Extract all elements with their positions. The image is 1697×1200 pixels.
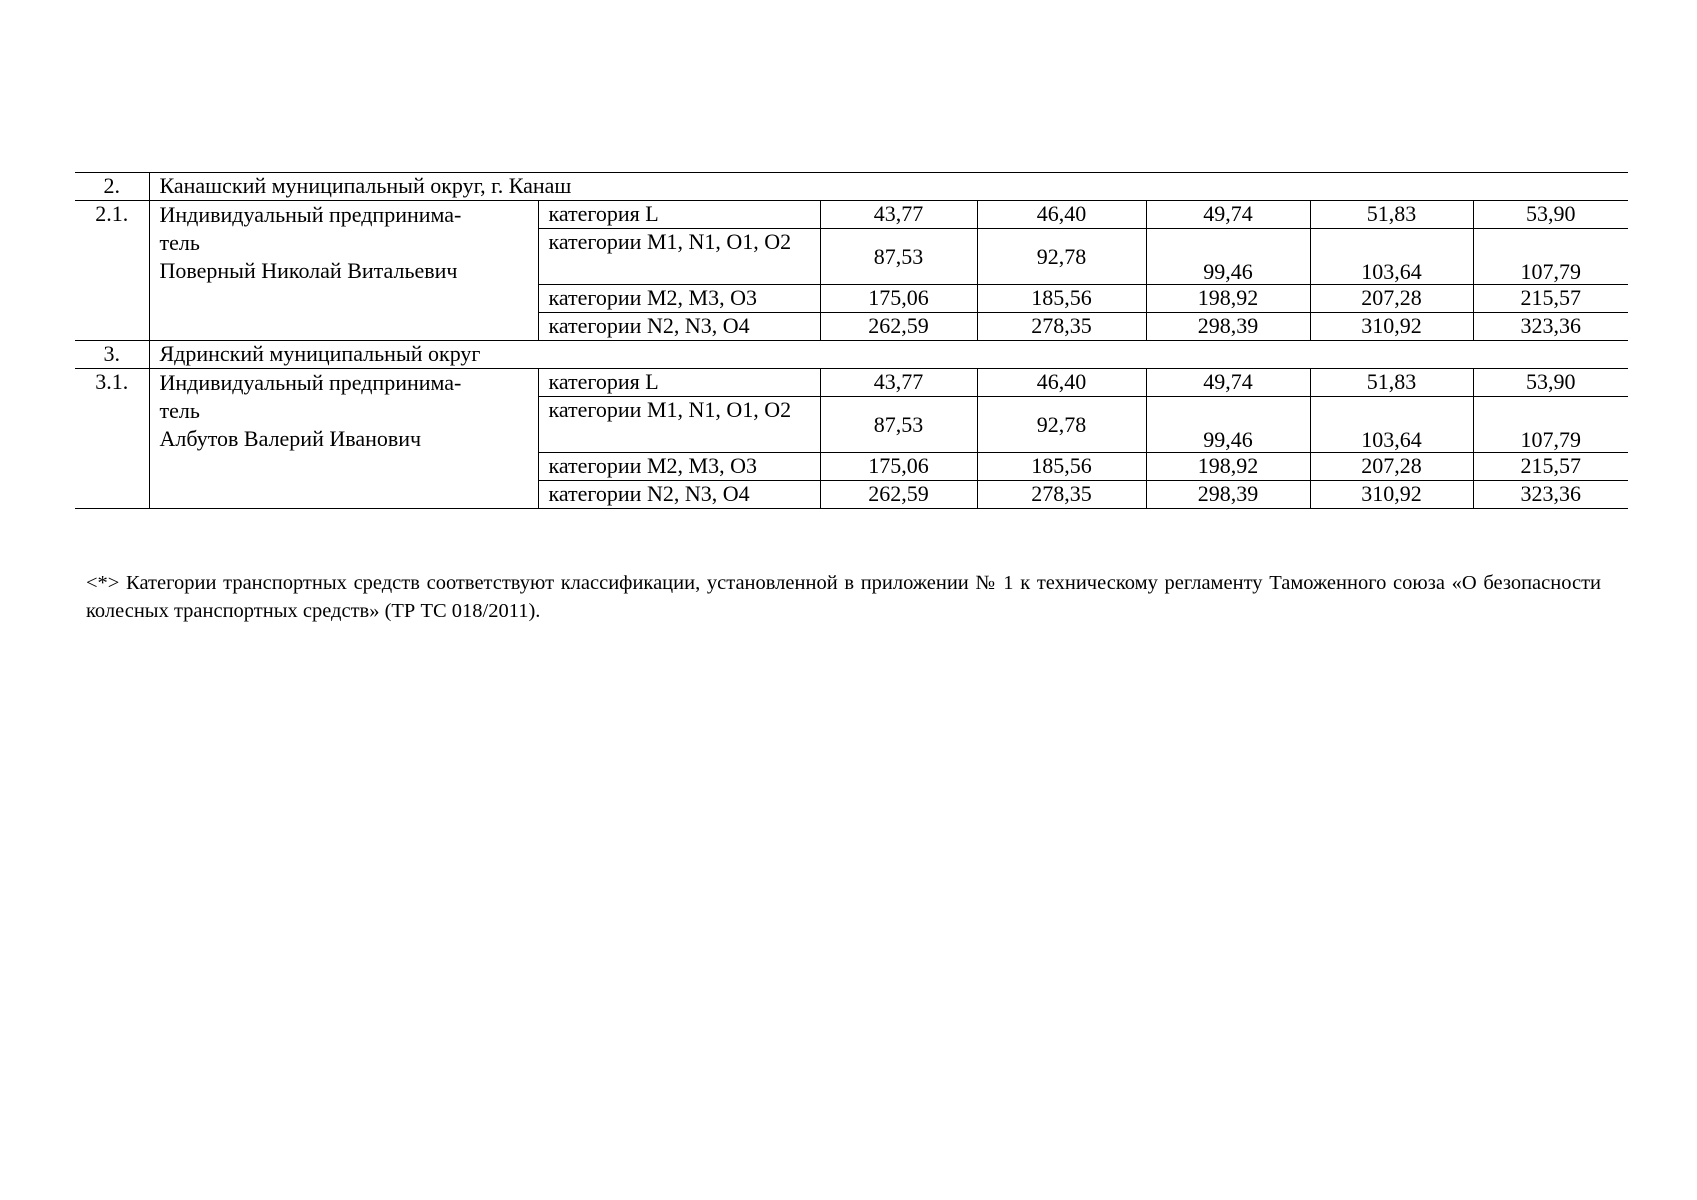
value-cell: 310,92 (1310, 313, 1473, 341)
value-cell: 107,79 (1473, 397, 1628, 453)
category-cell: категории M2, M3, O3 (538, 453, 820, 481)
value-cell: 43,77 (820, 369, 977, 397)
value-cell: 310,92 (1310, 481, 1473, 509)
section-title: Канашский муниципальный округ, г. Канаш (149, 173, 1628, 201)
value-cell: 323,36 (1473, 481, 1628, 509)
value-cell: 207,28 (1310, 285, 1473, 313)
category-cell: категория L (538, 201, 820, 229)
entity-line: тель (159, 230, 200, 255)
value-cell: 107,79 (1473, 229, 1628, 285)
entity-name (149, 201, 538, 341)
table-row (75, 369, 1628, 397)
entity-line: Албутов Валерий Иванович (159, 426, 422, 451)
value-cell: 49,74 (1146, 201, 1310, 229)
value-cell: 99,46 (1146, 229, 1310, 285)
value-cell: 198,92 (1146, 285, 1310, 313)
value-cell: 103,64 (1310, 397, 1473, 453)
value-cell: 99,46 (1146, 397, 1310, 453)
footnote: <*> Категории транспортных средств соответствуют классификации, установленной в приложении № 1 к техническому регламенту Таможенного союза «О безопасности колесных транспортных средств» (ТР ТС 018/2011). (86, 571, 1601, 622)
value-cell: 87,53 (820, 229, 977, 285)
value-cell: 43,77 (820, 201, 977, 229)
value-cell: 49,74 (1146, 369, 1310, 397)
category-cell: категории M2, M3, O3 (538, 285, 820, 313)
value-cell: 51,83 (1310, 369, 1473, 397)
category-cell: категории N2, N3, O4 (538, 313, 820, 341)
entity-line: Индивидуальный предпринима- (159, 202, 462, 227)
tariff-table (75, 172, 1628, 509)
section-number: 3. (75, 341, 149, 369)
section-row (75, 341, 1628, 369)
entry-number: 2.1. (75, 201, 149, 341)
value-cell: 175,06 (820, 285, 977, 313)
value-cell: 262,59 (820, 481, 977, 509)
value-cell: 46,40 (977, 201, 1146, 229)
value-cell: 53,90 (1473, 369, 1628, 397)
value-cell: 103,64 (1310, 229, 1473, 285)
value-cell: 207,28 (1310, 453, 1473, 481)
value-cell: 53,90 (1473, 201, 1628, 229)
entry-number: 3.1. (75, 369, 149, 509)
value-cell: 215,57 (1473, 453, 1628, 481)
entity-line: тель (159, 398, 200, 423)
value-cell: 46,40 (977, 369, 1146, 397)
category-cell: категории M1, N1, O1, O2 (538, 229, 820, 285)
value-cell: 262,59 (820, 313, 977, 341)
section-title: Ядринский муниципальный округ (149, 341, 1628, 369)
value-cell: 51,83 (1310, 201, 1473, 229)
value-cell: 198,92 (1146, 453, 1310, 481)
value-cell: 87,53 (820, 397, 977, 453)
entity-line: Поверный Николай Витальевич (159, 258, 458, 283)
section-number: 2. (75, 173, 149, 201)
value-cell: 278,35 (977, 313, 1146, 341)
value-cell: 278,35 (977, 481, 1146, 509)
value-cell: 92,78 (977, 229, 1146, 285)
value-cell: 323,36 (1473, 313, 1628, 341)
value-cell: 215,57 (1473, 285, 1628, 313)
category-cell: категория L (538, 369, 820, 397)
table-row (75, 201, 1628, 229)
category-cell: категории N2, N3, O4 (538, 481, 820, 509)
value-cell: 175,06 (820, 453, 977, 481)
entity-name (149, 369, 538, 509)
value-cell: 298,39 (1146, 481, 1310, 509)
category-cell: категории M1, N1, O1, O2 (538, 397, 820, 453)
value-cell: 92,78 (977, 397, 1146, 453)
value-cell: 185,56 (977, 453, 1146, 481)
value-cell: 185,56 (977, 285, 1146, 313)
value-cell: 298,39 (1146, 313, 1310, 341)
section-row (75, 173, 1628, 201)
entity-line: Индивидуальный предпринима- (159, 370, 462, 395)
